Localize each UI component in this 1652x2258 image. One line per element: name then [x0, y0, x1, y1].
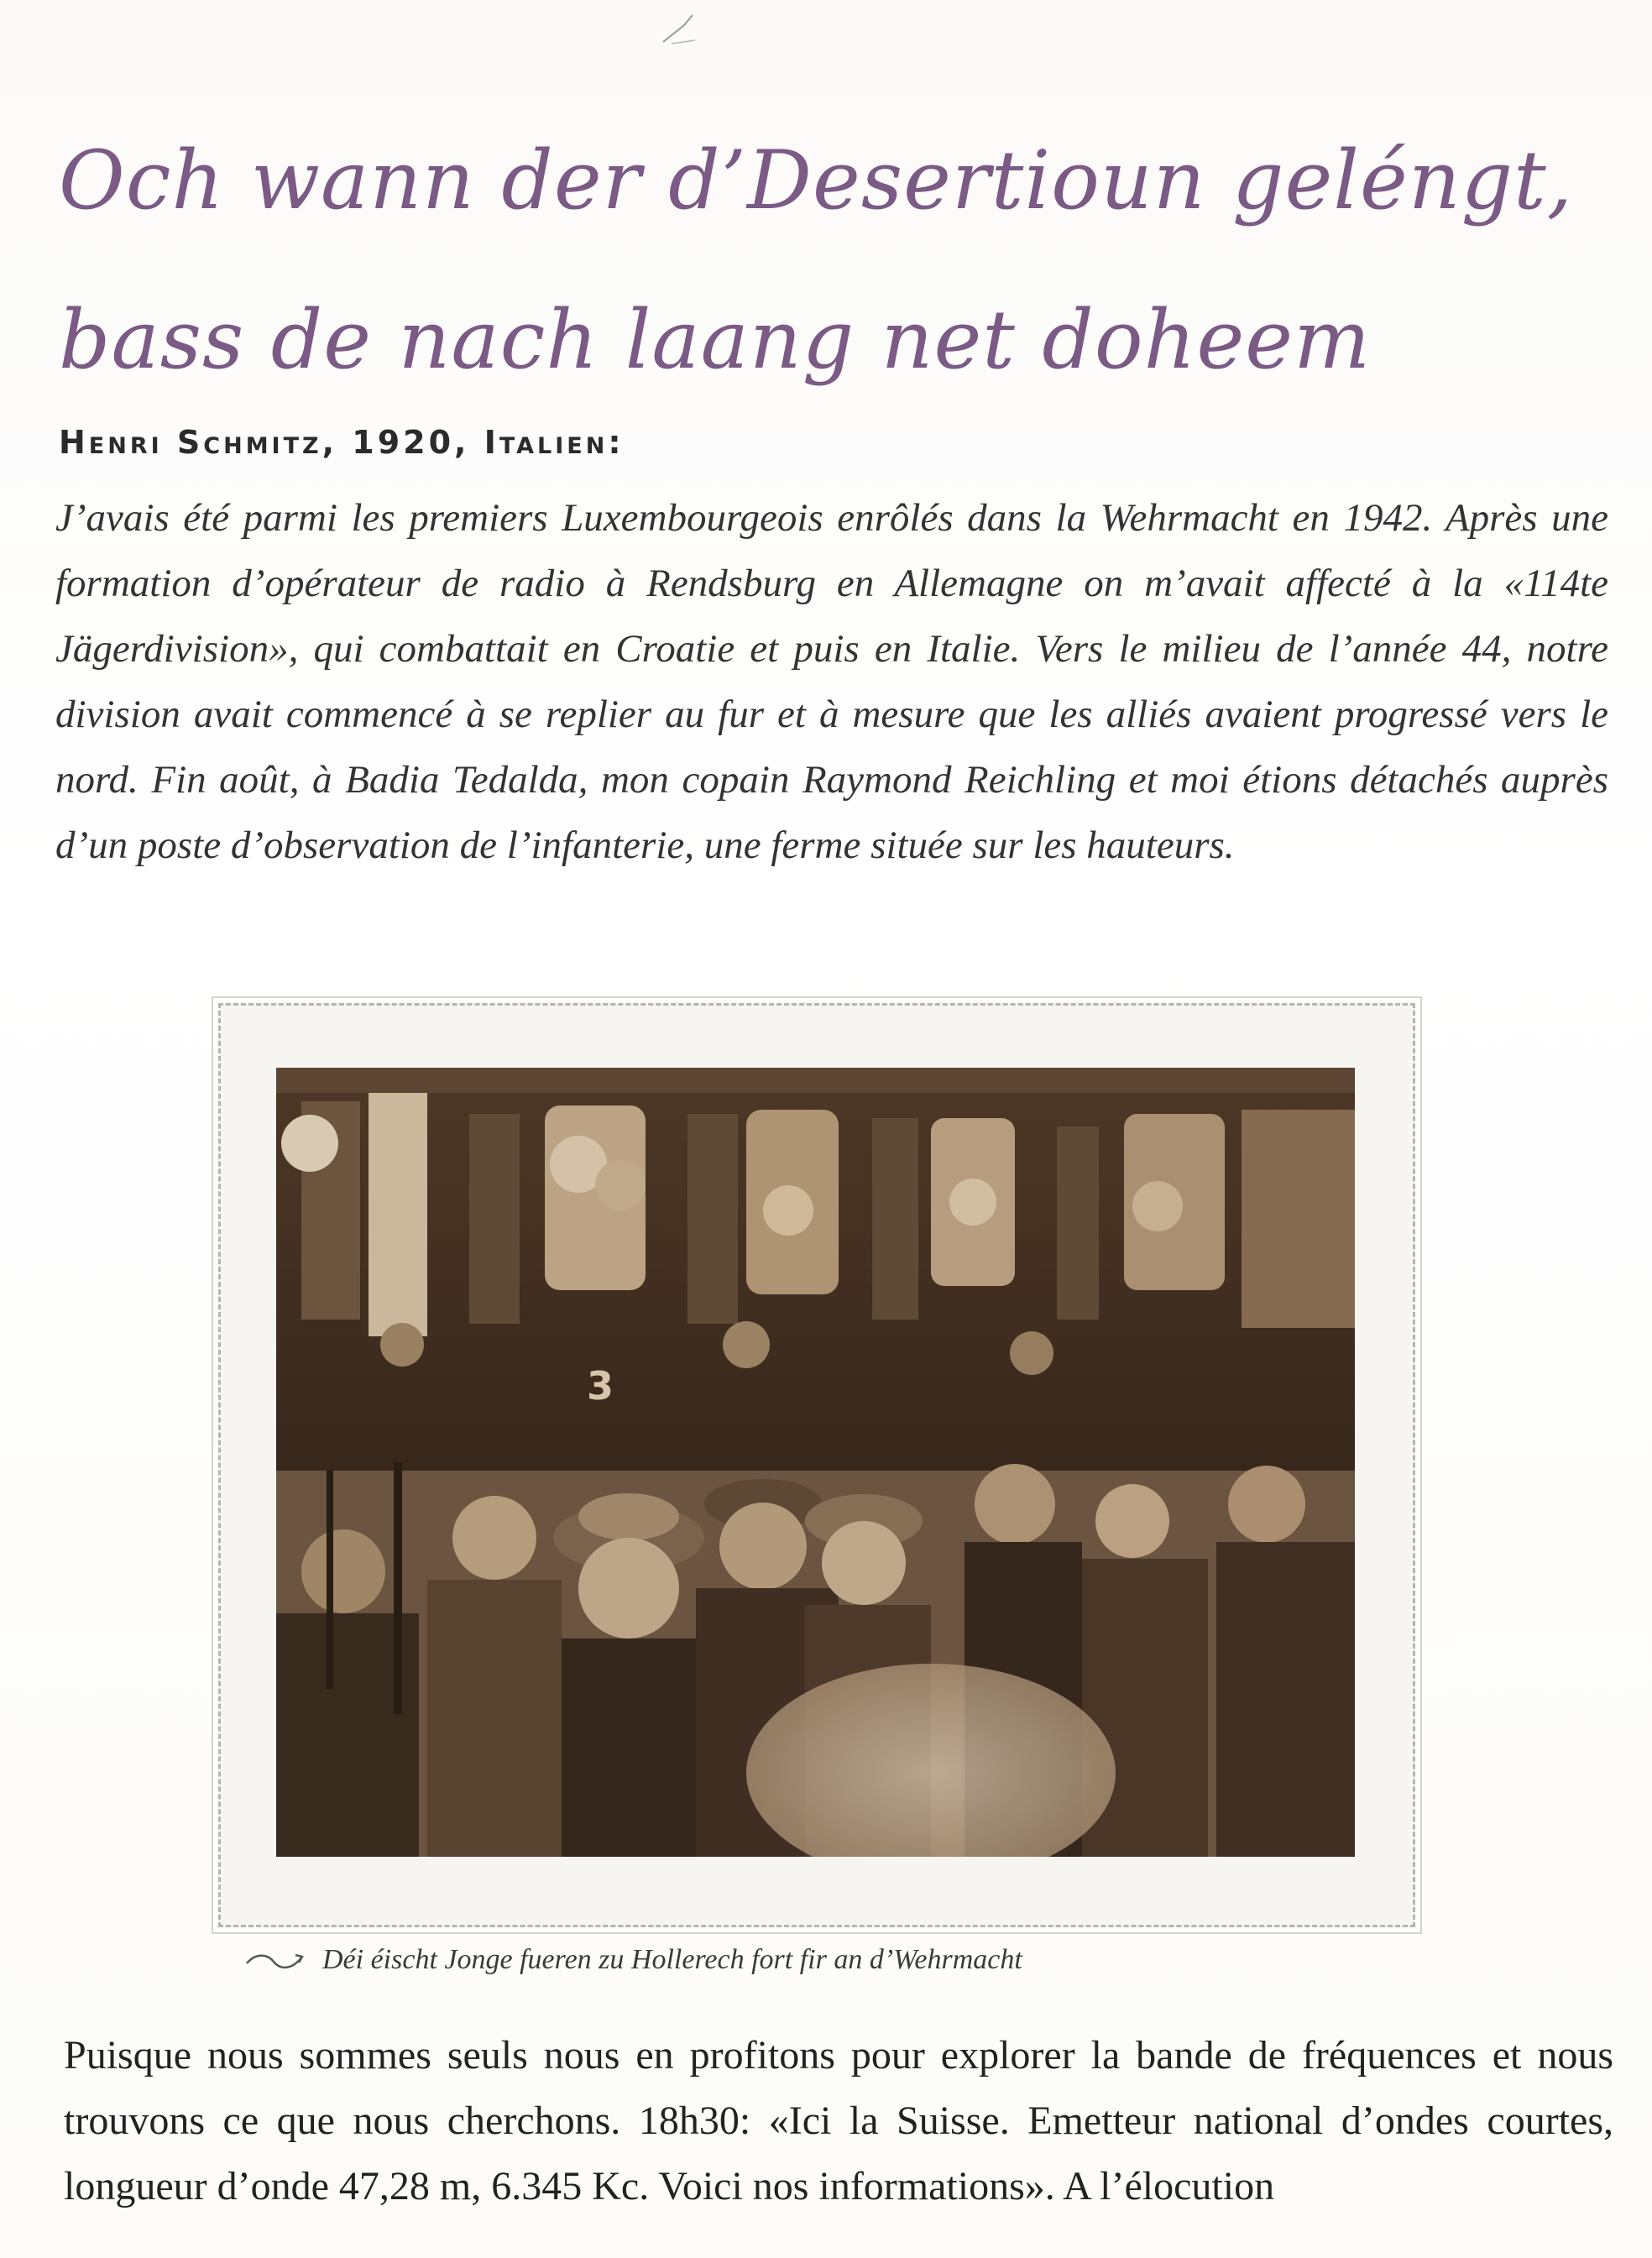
carriage-number: 3 — [587, 1363, 614, 1409]
page-title: Och wann der d’Desertioun geléngt, bass de nach laang net doheem — [59, 133, 1574, 387]
train-departure-illustration — [276, 1068, 1355, 1857]
quote-paragraph: J’avais été parmi les premiers Luxembourgeois enrôlés dans la Wehrmacht en 1942. Après une formation d’opérateur de radio à Rendsburg en Allemagne on m’avait affecté à la «114te Jägerdivision», qui combattait en Croatie et puis en Italie. Vers le milieu de l’année 44, notre division avait commencé à se replier au fur et à mesure que les alliés avaient progressé vers le nord. Fin août, à Badia Tedalda, mon copain Raymond Reichling et moi étions détachés auprès d’un poste d’observation de l’infanterie, une ferme située sur les hauteurs. — [55, 496, 1608, 867]
author-line: Henri Schmitz, 1920, Italien: — [59, 424, 625, 461]
photo-frame — [218, 1003, 1415, 1927]
body-paragraph: Puisque nous sommes seuls nous en profitons pour explorer la bande de fréquences et nous trouvons ce que nous cherchons. 18h30: «Ici la Suisse. Emetteur national d’ondes courtes, longueur d’onde 47,28 m, 6.345 Kc. Voici nos informations». A l’élocution — [64, 2033, 1613, 2208]
caption-swirl-icon — [243, 1948, 306, 1972]
caption-text: Déi éischt Jonge fueren zu Hollerech fort fir an d’Wehrmacht — [322, 1944, 1022, 1975]
historical-photo — [276, 1068, 1355, 1857]
scan-mark-icon — [655, 8, 705, 50]
photo-caption — [243, 1944, 1419, 1976]
